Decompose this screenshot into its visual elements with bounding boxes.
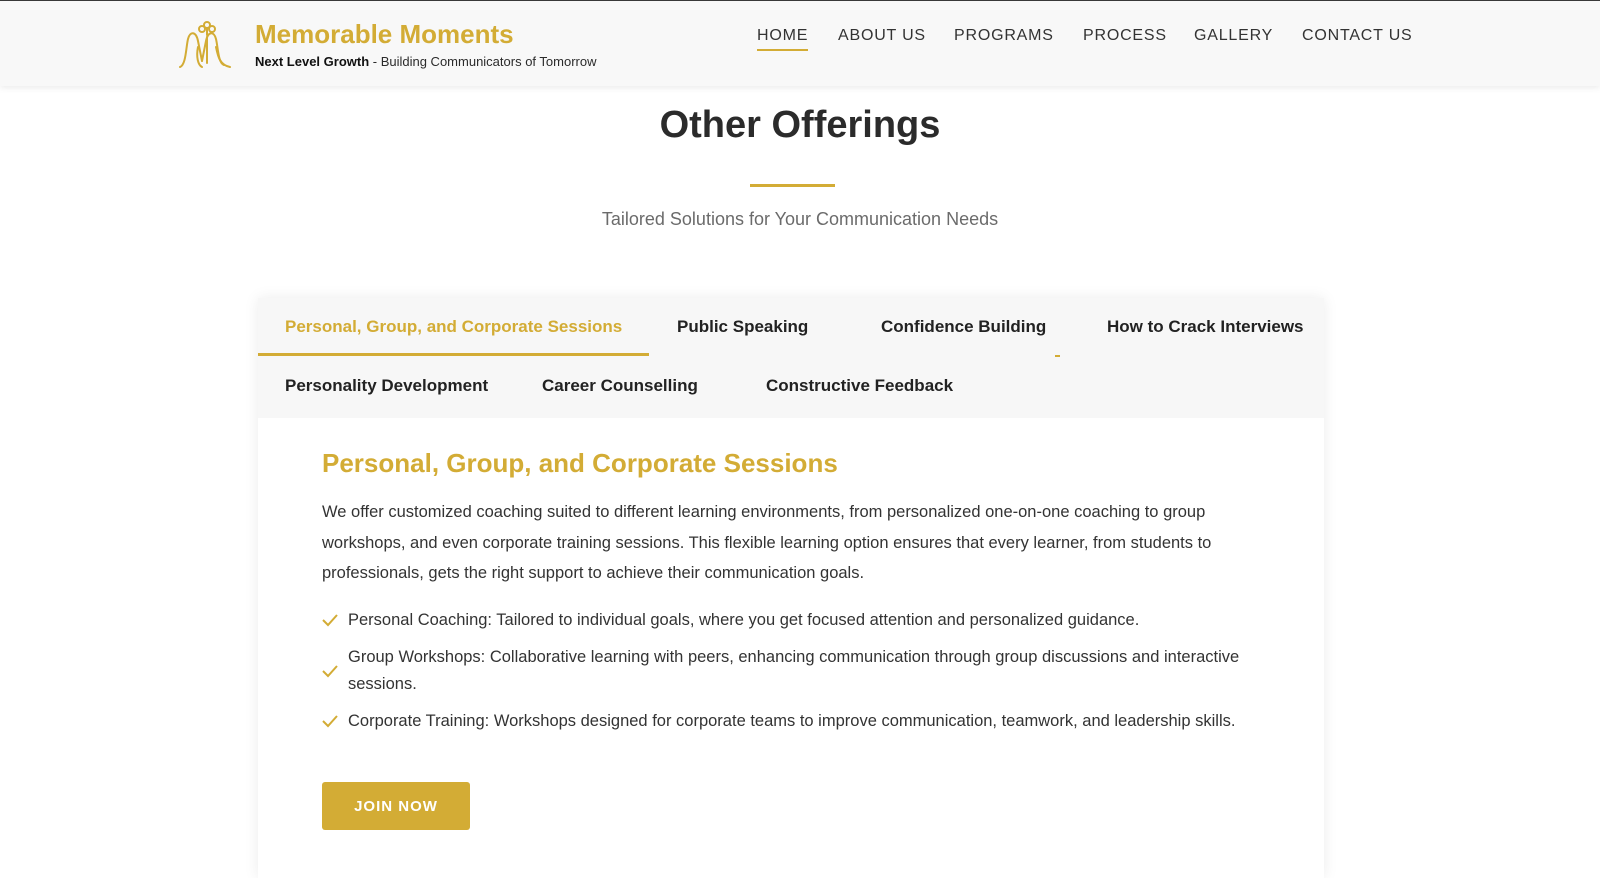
panel-description: We offer customized coaching suited to different learning environments, from personalized one-on-one coaching to group workshops, and even corporate training sessions. This flexible learning option ensures that every learner, from students to professionals, gets the right support to achieve their communication goals.: [322, 503, 1212, 582]
monogram-m-logo[interactable]: [178, 17, 236, 71]
feature-list: [322, 607, 1272, 735]
nav-home[interactable]: HOME: [757, 27, 809, 44]
tab-personality-development[interactable]: Personality Development: [285, 376, 489, 395]
site-header: [0, 1, 1600, 86]
offerings-tabs: [258, 298, 1324, 418]
join-now-button[interactable]: JOIN NOW: [322, 782, 470, 830]
section-subtitle: Tailored Solutions for Your Communication Needs: [601, 209, 999, 229]
tab-public-speaking[interactable]: Public Speaking: [677, 317, 809, 336]
brand-tagline: [255, 54, 596, 69]
feature-text: Corporate Training: Workshops designed for corporate teams to improve communication, teamwork, and leadership skills.: [348, 711, 1236, 730]
panel-heading: Personal, Group, and Corporate Sessions: [322, 448, 838, 478]
nav-contact-us[interactable]: CONTACT US: [1302, 27, 1413, 44]
feature-item: [322, 607, 1272, 634]
checkmark-icon: [322, 613, 338, 627]
tab-confidence-building[interactable]: Confidence Building: [881, 317, 1047, 336]
section-title: Other Offerings: [659, 104, 941, 146]
nav-about-us[interactable]: ABOUT US: [838, 27, 926, 44]
tab-how-to-crack-interviews[interactable]: How to Crack Interviews: [1107, 317, 1304, 336]
nav-programs[interactable]: PROGRAMS: [954, 27, 1054, 44]
nav-gallery[interactable]: GALLERY: [1194, 27, 1274, 44]
tagline-rest: - Building Communicators of Tomorrow: [369, 54, 597, 69]
tab-career-counselling[interactable]: Career Counselling: [542, 376, 698, 395]
tab-panel: [322, 448, 1272, 745]
brand-name[interactable]: Memorable Moments: [255, 19, 514, 49]
tab-personal-group-corporate[interactable]: Personal, Group, and Corporate Sessions: [258, 298, 649, 356]
tab-indicator-fragment: [1055, 355, 1060, 357]
feature-item: [322, 644, 1272, 698]
title-divider: [750, 184, 835, 187]
tab-constructive-feedback[interactable]: Constructive Feedback: [766, 376, 954, 395]
checkmark-icon: [322, 714, 338, 728]
offerings-card: [258, 298, 1324, 878]
feature-text: Personal Coaching: Tailored to individual goals, where you get focused attention and personalized guidance.: [348, 610, 1140, 629]
feature-item: [322, 708, 1272, 735]
tagline-bold: Next Level Growth: [255, 54, 370, 69]
checkmark-icon: [322, 664, 338, 678]
nav-process[interactable]: PROCESS: [1083, 27, 1167, 44]
feature-text: Group Workshops: Collaborative learning with peers, enhancing communication through group discussions and interactive sessions.: [348, 647, 1240, 693]
